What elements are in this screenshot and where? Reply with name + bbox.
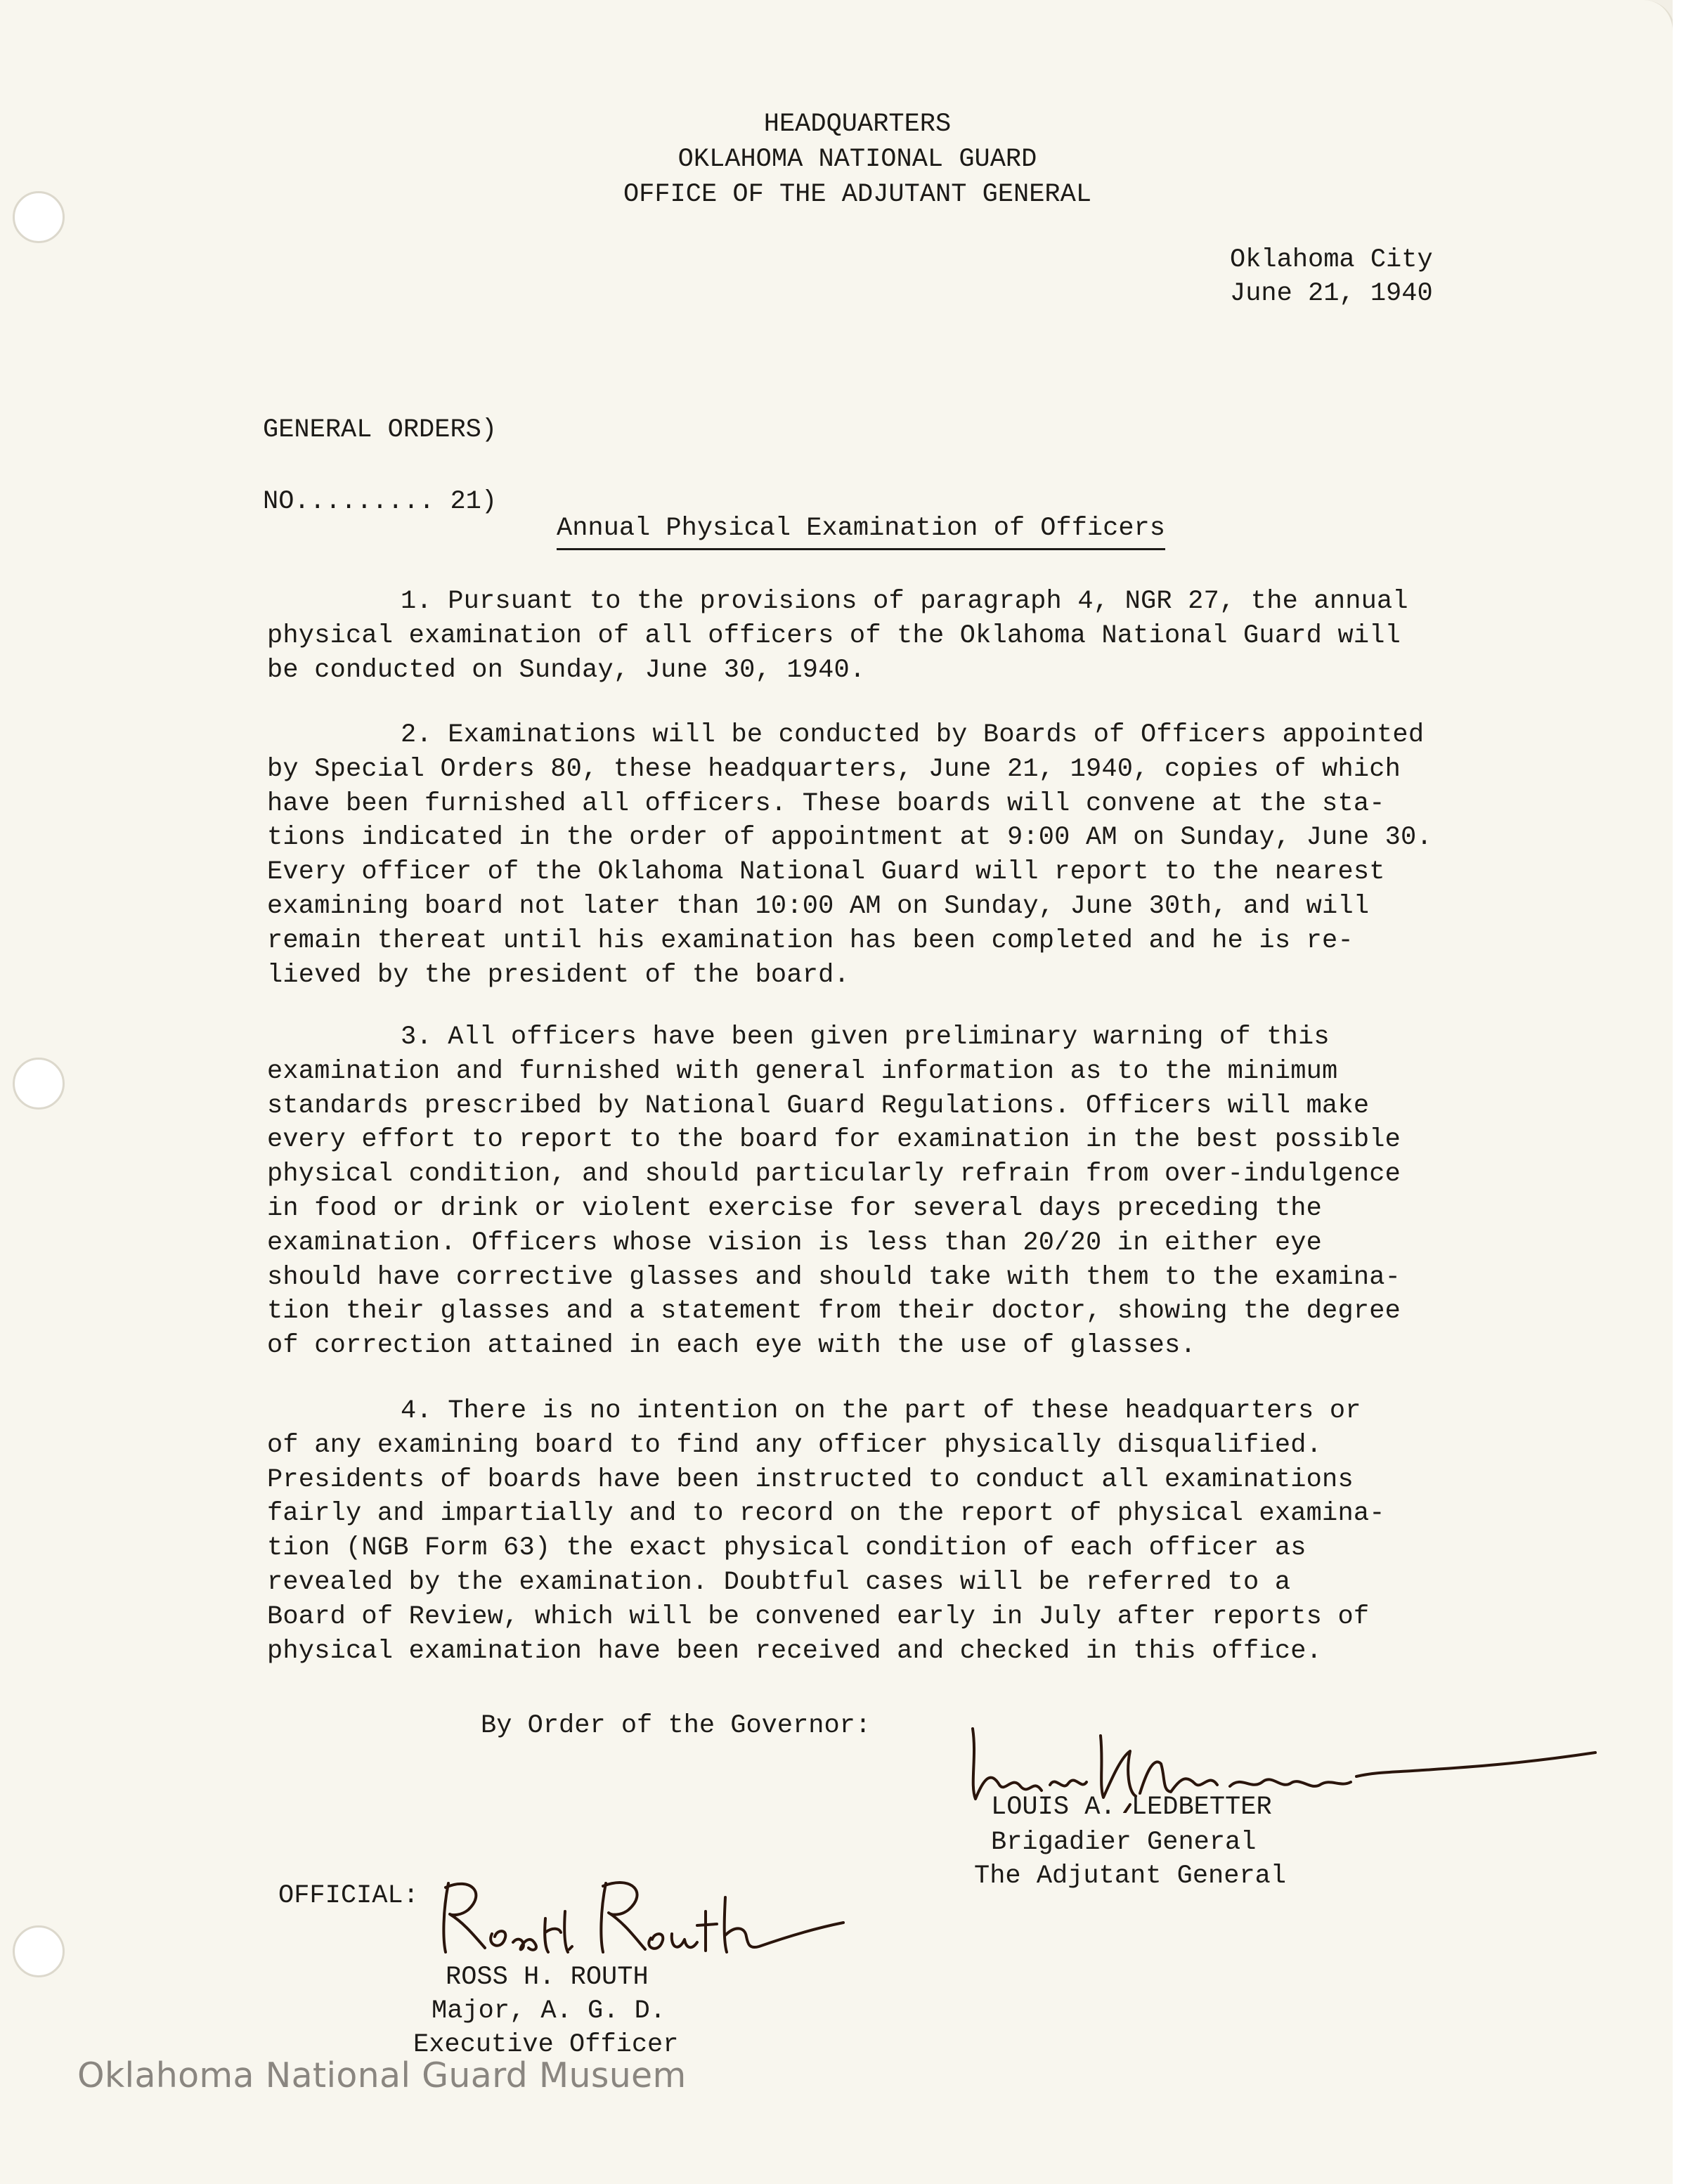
paragraph-line: in food or drink or violent exercise for several days preceding the [267,1193,1323,1223]
paragraph-line: Every officer of the Oklahoma National Guard will report to the nearest [267,857,1385,888]
paragraph-line: 4. There is no intention on the part of these headquarters or [401,1396,1361,1426]
paragraph-line: physical condition, and should particularly refrain from over-indulgence [267,1159,1401,1190]
paragraph-line: tion their glasses and a statement from their doctor, showing the degree [267,1296,1401,1327]
place: Oklahoma City [1230,245,1433,275]
paragraph-line: fairly and impartially and to record on the report of physical examina- [267,1499,1385,1529]
signer-title: The Adjutant General [974,1861,1287,1891]
paragraph-line: be conducted on Sunday, June 30, 1940. [267,655,866,685]
paragraph-4 [267,1394,1532,1668]
paragraph-line: examining board not later than 10:00 AM on Sunday, June 30th, and will [267,891,1370,921]
punch-hole-middle [13,1058,65,1110]
order-title: Annual Physical Examination of Officers [557,512,1165,550]
paragraph-line: 2. Examinations will be conducted by Boards of Officers appointed [401,720,1425,750]
paragraph-line: examination and furnished with general information as to the minimum [267,1056,1338,1086]
paragraph-3 [267,1020,1532,1363]
routh-signature [422,1869,857,1961]
official-name: ROSS H. ROUTH [446,1963,649,1992]
general-orders-label: GENERAL ORDERS) [263,415,498,445]
paragraph-line: have been furnished all officers. These boards will convene at the sta- [267,788,1385,819]
paragraph-line: tions indicated in the order of appointment at 9:00 AM on Sunday, June 30. [267,823,1432,853]
paragraph-line: of any examining board to find any officer physically disqualified. [267,1430,1323,1460]
letterhead-line: HEADQUARTERS [763,110,952,139]
paragraph-line: by Special Orders 80, these headquarters, June 21, 1940, copies of which [267,754,1401,784]
paragraph-line: standards prescribed by National Guard Regulations. Officers will make [267,1091,1370,1121]
page-edge [1673,0,1686,2184]
paragraph-line: remain thereat until his examination has been completed and he is re- [267,925,1354,956]
paragraph-line: 1. Pursuant to the provisions of paragraph 4, NGR 27, the annual [401,587,1408,616]
paragraph-2 [267,718,1532,992]
paragraph-line: Board of Review, which will be convened early in July after reports of [267,1601,1370,1632]
paragraph-line: 3. All officers have been given preliminary warning of this [401,1022,1330,1052]
official-label: OFFICIAL: [278,1881,419,1911]
museum-watermark: Oklahoma National Guard Musuem [77,2055,687,2095]
letterhead-line: OKLAHOMA NATIONAL GUARD [677,145,1037,174]
paragraph-line: physical examination of all officers of the Oklahoma National Guard will [267,620,1401,651]
date: June 21, 1940 [1230,279,1433,308]
paragraph-1 [267,585,1532,687]
closing-line: By Order of the Governor: [481,1711,871,1741]
paragraph-line: examination. Officers whose vision is less than 20/20 in either eye [267,1228,1323,1258]
paragraph-line: of correction attained in each eye with the use of glasses. [267,1331,1196,1361]
letterhead-line: OFFICE OF THE ADJUTANT GENERAL [623,180,1092,209]
paragraph-line: every effort to report to the board for examination in the best possible [267,1125,1401,1155]
paragraph-line: should have corrective glasses and should take with them to the examina- [267,1262,1401,1292]
paragraph-line: lieved by the president of the board. [267,960,850,990]
official-rank: Major, A. G. D. [432,1996,666,2026]
letterhead [492,107,1223,212]
punch-hole-bottom [13,1925,65,1977]
paragraph-line: Presidents of boards have been instructed to conduct all examinations [267,1464,1354,1495]
signer-name: LOUIS A. LEDBETTER [991,1793,1272,1822]
paragraph-line: revealed by the examination. Doubtful cases will be referred to a [267,1567,1291,1597]
paragraph-line: physical examination have been received and checked in this office. [267,1636,1323,1666]
punch-hole-top [13,191,65,243]
signer-rank: Brigadier General [991,1828,1257,1857]
official-title: Executive Officer [413,2030,679,2060]
order-number: NO......... 21) [263,487,498,516]
paragraph-line: tion (NGB Form 63) the exact physical condition of each officer as [267,1533,1306,1564]
